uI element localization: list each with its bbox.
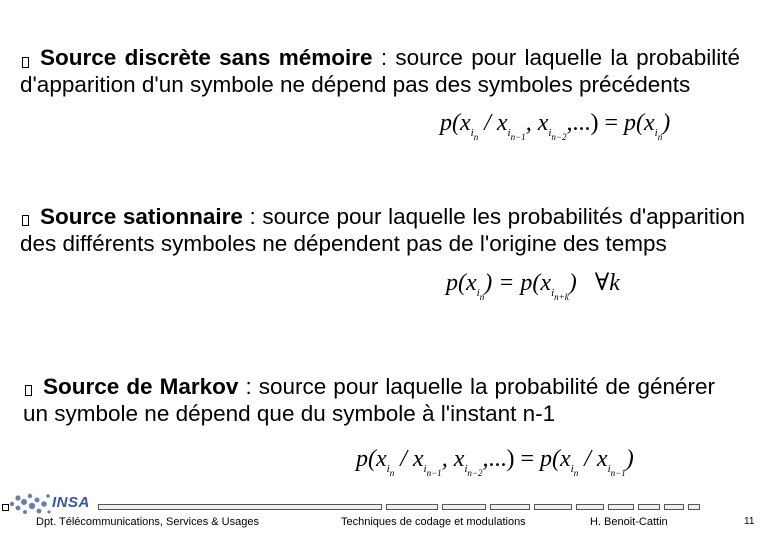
term-stationary: Source sationnaire: [40, 204, 243, 229]
definition-markov: [23, 373, 715, 427]
formula-markov: $p(x_{i_n} / x_{i_{n-1}}$, $x_{i_{n-2}},...) = p(x_{i_n} / x_{i_{n-1}})$: [356, 446, 634, 478]
footer-bar-segment: [638, 504, 660, 510]
footer-bar-segment: [490, 504, 530, 510]
definition-memoryless-text: : source pour laquelle la probabilité d'apparition d'un symbole ne dépend pas des symboles précédents: [20, 45, 740, 97]
footer-bar-segment: [664, 504, 684, 510]
footer-bar-segment: [442, 504, 486, 510]
footer-bar-segment: [386, 504, 438, 510]
footer-bar-segment: [534, 504, 572, 510]
definition-stationary: [20, 203, 745, 257]
logo-small-square: [2, 504, 9, 511]
page-number: 11: [744, 516, 755, 527]
definition-memoryless: [20, 44, 740, 98]
insa-logo-text: INSA: [52, 494, 90, 511]
footer-bar-segment: [576, 504, 604, 510]
definition-markov-text: : source pour laquelle la probabilité de générer un symbole ne dépend que du symbole à l'instant n-1: [23, 374, 715, 426]
footer-bar-segment: [608, 504, 634, 510]
footer-department: Dpt. Télécommunications, Services & Usages: [36, 516, 259, 528]
term-memoryless: Source discrète sans mémoire: [40, 45, 373, 70]
footer-bar-segment: [98, 504, 382, 510]
formula-stationary: $p(x_{i_n}) = p(x_{i_{n+k}})$ ∀k: [446, 270, 620, 302]
formula-memoryless: $p(x_{i_n} / x_{i_{n-1}}$, $x_{i_{n-2}},...) = p(x_{i_n})$: [440, 110, 671, 142]
term-markov: Source de Markov: [43, 374, 239, 399]
footer-bar-segment: [688, 504, 700, 510]
definition-stationary-text: : source pour laquelle les probabilités d'apparition des différents symboles ne dépendent pas de l'origine des temps: [20, 204, 745, 256]
footer-author: H. Benoit-Cattin: [590, 516, 668, 528]
footer-course: Techniques de codage et modulations: [341, 516, 526, 528]
